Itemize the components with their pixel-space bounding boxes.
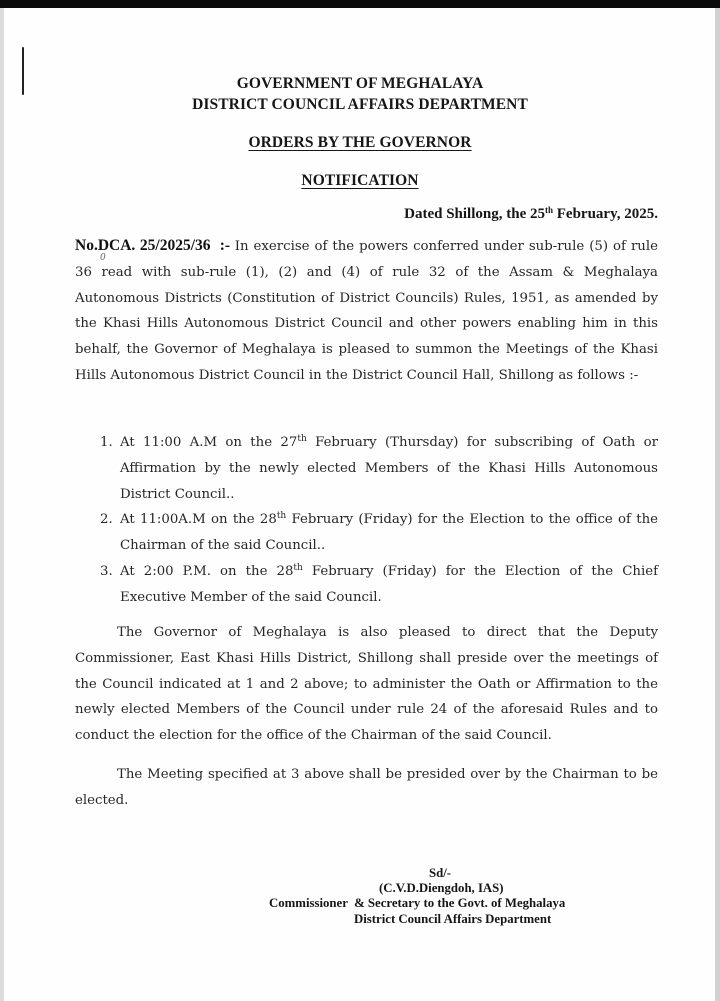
handwritten-tick-mark: 0 bbox=[100, 253, 106, 263]
signatory-name: (C.V.D.Diengdoh, IAS) bbox=[379, 881, 504, 895]
meeting-number: 3. bbox=[100, 563, 113, 579]
signatory-department: District Council Affairs Department bbox=[354, 912, 552, 926]
meeting-number: 2. bbox=[100, 512, 113, 528]
header-department: DISTRICT COUNCIL AFFAIRS DEPARTMENT bbox=[192, 96, 528, 113]
meeting-number: 1. bbox=[100, 435, 113, 450]
meeting-item: 1. At 11:00 A.M on the 27th February (Thursday) for subscribing of Oath or Affirmation by the newly elected Members of the Khasi Hills Autonomous District Council.. bbox=[100, 430, 658, 507]
header-government: GOVERNMENT OF MEGHALAYA bbox=[236, 75, 484, 92]
signatory-designation: Commissioner & Secretary to the Govt. of Meghalaya bbox=[269, 896, 566, 910]
meeting-item: 3. At 2:00 P.M. on the 28th February (Friday) for the Election of the Chief Executive Member of the said Council. bbox=[100, 559, 658, 611]
intro-paragraph bbox=[75, 233, 658, 389]
reference-separator: :- bbox=[210, 237, 235, 254]
direction-paragraph: The Governor of Meghalaya is also pleased to direct that the Deputy Commissioner, East Khasi Hills District, Shillong shall preside over the meetings of the Council indicated at 1 and 2 above; to administer the Oath or Affirmation to the newly elected Members of the Council under rule 24 of the aforesaid Rules and to conduct the election for the office of the Chairman of the said Council. bbox=[75, 625, 658, 744]
dated-line: Dated Shillong, the 25th February, 2025. bbox=[404, 205, 658, 222]
header-orders: ORDERS BY THE GOVERNOR bbox=[248, 134, 472, 151]
right-page-edge bbox=[715, 8, 720, 1001]
document-title: NOTIFICATION bbox=[301, 172, 419, 189]
presiding-paragraph: The Meeting specified at 3 above shall be presided over by the Chairman to be elected. bbox=[75, 767, 658, 808]
meetings-list bbox=[100, 430, 658, 611]
meeting-item: 2. At 11:00A.M on the 28th February (Friday) for the Election to the office of the Chairman of the said Council.. bbox=[100, 507, 658, 559]
signature-sd: Sd/- bbox=[429, 866, 452, 880]
reference-number: No.DCA. 25/2025/36 bbox=[75, 237, 211, 254]
top-black-strip bbox=[0, 0, 720, 8]
intro-text: In exercise of the powers conferred under sub-rule (5) of rule 36 read with sub-rule (1), (2) and (4) of rule 32 of the Assam & Meghalaya Autonomous Districts (Constitution of District Councils) Rules, 1951, as amended by the Khasi Hills Autonomous District Council and other powers enabling him in this behalf, the Governor of Meghalaya is pleased to summon the Meetings of the Khasi Hills Autonomous District Council in the District Council Hall, Shillong as follows :- bbox=[75, 239, 658, 383]
